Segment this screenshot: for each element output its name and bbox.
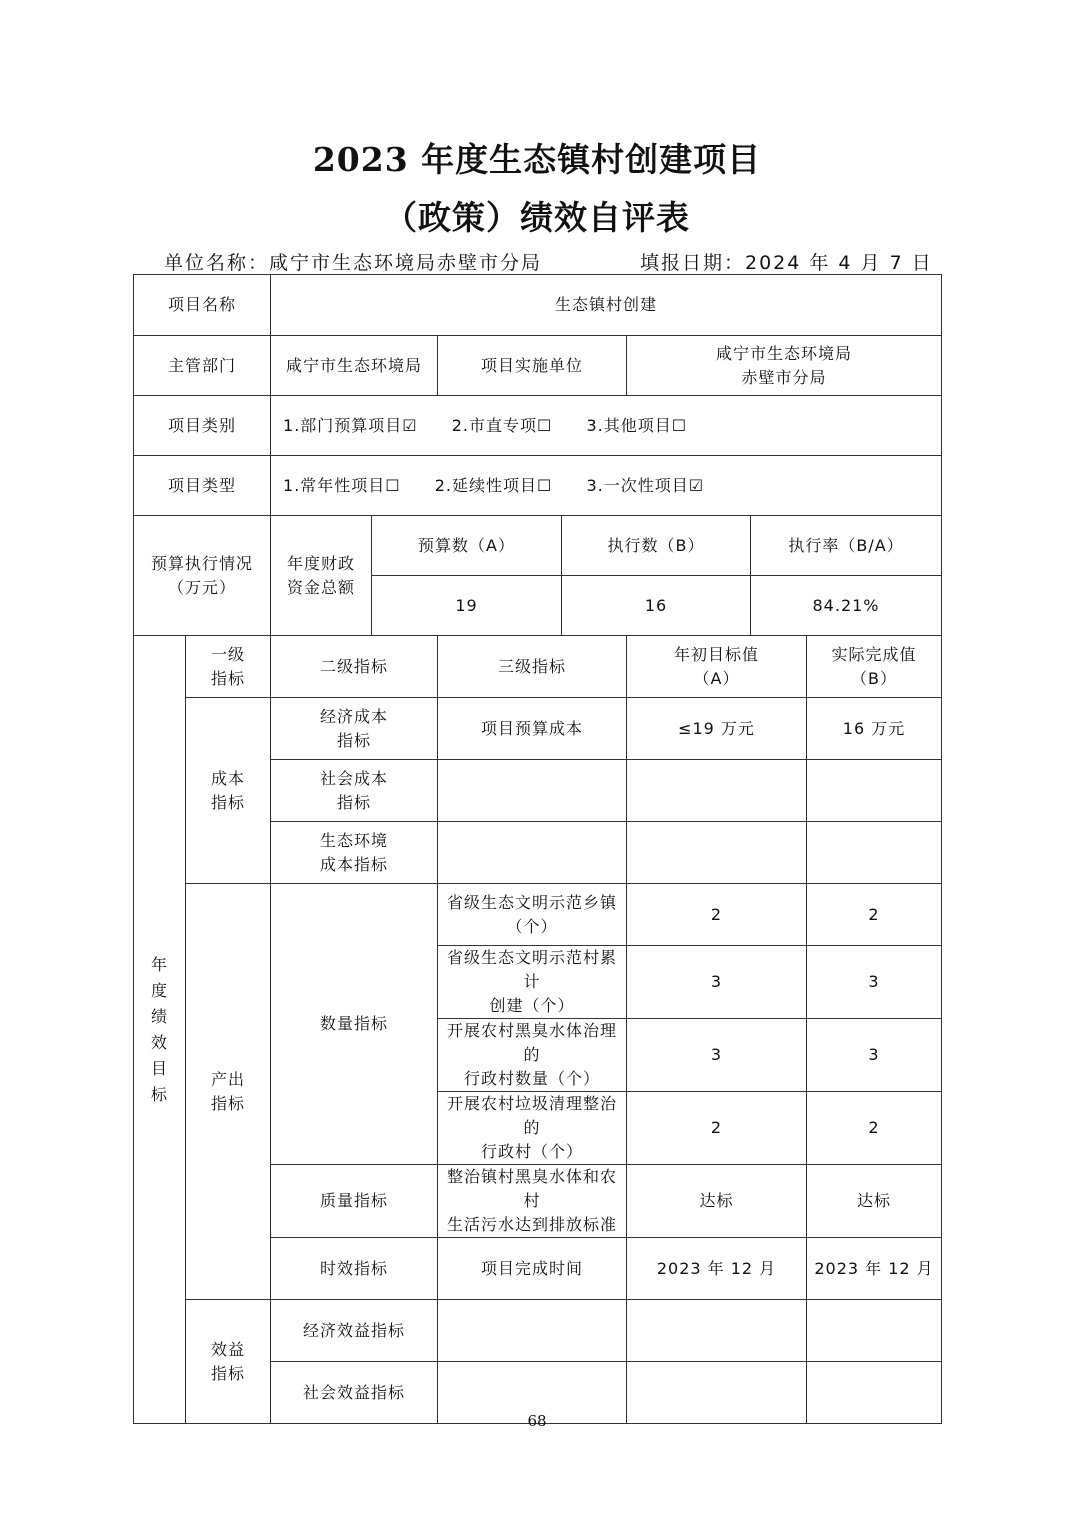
- empty-cell: [807, 1300, 942, 1362]
- title-line-2: （政策）绩效自评表: [384, 198, 690, 237]
- q4-line: 行政村（个）: [481, 1142, 584, 1161]
- social-cost-line: 社会成本: [320, 768, 389, 788]
- category-label: 项目类别: [134, 396, 271, 456]
- impl-line-2: 赤壁市分局: [741, 367, 827, 387]
- q1-line: 省级生态文明示范乡镇: [447, 892, 618, 912]
- benefit-label-line: 效益: [211, 1339, 246, 1359]
- q3-item: [438, 1019, 627, 1092]
- budget-label-line-1: 预算执行情况: [151, 553, 254, 573]
- empty-cell: [438, 1300, 627, 1362]
- row-budget-header: [134, 516, 942, 576]
- type-option-3: 3.一次性项目☑: [586, 475, 705, 495]
- output-label-line: 产出: [211, 1069, 246, 1089]
- empty-cell: [438, 760, 627, 822]
- q4-target: 2: [627, 1092, 807, 1165]
- header-target: [627, 636, 807, 698]
- empty-cell: [627, 760, 807, 822]
- econ-cost-item: 项目预算成本: [438, 698, 627, 760]
- econ-cost-target: ≤19 万元: [627, 698, 807, 760]
- dept-label: 主管部门: [134, 336, 271, 396]
- side-char: 目: [150, 1058, 168, 1078]
- exec-b-value: 16: [562, 576, 751, 636]
- impl-line-1: 咸宁市生态环境局: [716, 343, 853, 363]
- cost-indicators-label: [186, 698, 271, 884]
- evaluation-table: [133, 274, 942, 1424]
- econ-cost-label: [271, 698, 438, 760]
- econ-cost-line: 指标: [337, 730, 372, 750]
- quantity-indicators-label: 数量指标: [271, 884, 438, 1165]
- header-actual: [807, 636, 942, 698]
- type-label: 项目类型: [134, 456, 271, 516]
- header-target-line: 年初目标值: [674, 644, 760, 664]
- empty-cell: [438, 822, 627, 884]
- econ-cost-line: 经济成本: [320, 706, 389, 726]
- q4-actual: 2: [807, 1092, 942, 1165]
- header-actual-line: 实际完成值: [831, 644, 917, 664]
- header-level2: 二级指标: [271, 636, 438, 698]
- quality-line: 生活污水达到排放标准: [447, 1215, 618, 1234]
- category-options: [271, 396, 942, 456]
- q2-target: 3: [627, 946, 807, 1019]
- header-level1-line: 一级: [211, 644, 246, 664]
- q2-line: 省级生态文明示范村累计: [447, 948, 618, 991]
- empty-cell: [807, 760, 942, 822]
- header-actual-line: （B）: [851, 668, 897, 688]
- row-econ-benefit: [134, 1300, 942, 1362]
- row-econ-cost: [134, 698, 942, 760]
- econ-benefit-label: 经济效益指标: [271, 1300, 438, 1362]
- timeliness-actual: 2023 年 12 月: [807, 1238, 942, 1300]
- timeliness-target: 2023 年 12 月: [627, 1238, 807, 1300]
- quality-indicators-label: 质量指标: [271, 1165, 438, 1238]
- q4-item: [438, 1092, 627, 1165]
- row-q1: [134, 884, 942, 946]
- benefit-indicators-label: [186, 1300, 271, 1424]
- title-line-1: 2023 年度生态镇村创建项目: [312, 140, 762, 179]
- fund-label: [271, 516, 372, 636]
- type-options: [271, 456, 942, 516]
- q3-actual: 3: [807, 1019, 942, 1092]
- side-char: 标: [150, 1084, 168, 1104]
- benefit-label-line: 指标: [211, 1363, 246, 1383]
- page-number: 68: [527, 1412, 547, 1430]
- q4-line: 开展农村垃圾清理整治的: [447, 1094, 618, 1137]
- q1-actual: 2: [807, 884, 942, 946]
- quality-target: 达标: [627, 1165, 807, 1238]
- quality-actual: 达标: [807, 1165, 942, 1238]
- budget-label: [134, 516, 271, 636]
- impl-label: 项目实施单位: [438, 336, 627, 396]
- timeliness-item: 项目完成时间: [438, 1238, 627, 1300]
- cost-label-line: 成本: [211, 768, 246, 788]
- empty-cell: [627, 1300, 807, 1362]
- impl-value: [627, 336, 942, 396]
- q3-target: 3: [627, 1019, 807, 1092]
- rate-value: 84.21%: [751, 576, 942, 636]
- type-option-1: 1.常年性项目☐: [283, 475, 401, 495]
- fund-label-line-1: 年度财政: [287, 553, 356, 573]
- row-category: [134, 396, 942, 456]
- header-level1: [186, 636, 271, 698]
- eco-cost-line: 生态环境: [320, 830, 389, 850]
- fill-date: 填报日期：2024 年 4 月 7 日: [640, 252, 933, 274]
- project-name-value: 生态镇村创建: [271, 275, 942, 336]
- q2-actual: 3: [807, 946, 942, 1019]
- rate-label: 执行率（B/A）: [751, 516, 942, 576]
- eco-cost-label: [271, 822, 438, 884]
- annual-goals-label: [134, 636, 186, 1424]
- project-name-label: 项目名称: [134, 275, 271, 336]
- q3-line: 行政村数量（个）: [464, 1069, 601, 1088]
- quality-item: [438, 1165, 627, 1238]
- quality-line: 整治镇村黑臭水体和农村: [447, 1167, 618, 1210]
- category-option-2: 2.市直专项☐: [451, 415, 553, 435]
- budget-a-label: 预算数（A）: [372, 516, 562, 576]
- q1-item: [438, 884, 627, 946]
- side-char: 绩: [150, 1006, 168, 1026]
- q1-line: （个）: [506, 916, 558, 936]
- timeliness-indicators-label: 时效指标: [271, 1238, 438, 1300]
- empty-cell: [807, 822, 942, 884]
- output-indicators-label: [186, 884, 271, 1300]
- budget-a-value: 19: [372, 576, 562, 636]
- side-char: 效: [150, 1032, 168, 1052]
- empty-cell: [627, 822, 807, 884]
- header-target-line: （A）: [693, 668, 740, 688]
- cost-label-line: 指标: [211, 792, 246, 812]
- header-level3: 三级指标: [438, 636, 627, 698]
- social-cost-line: 指标: [337, 792, 372, 812]
- output-label-line: 指标: [211, 1093, 246, 1113]
- side-char: 度: [150, 980, 168, 1000]
- exec-b-label: 执行数（B）: [562, 516, 751, 576]
- row-goals-header: [134, 636, 942, 698]
- unit-name: 单位名称：咸宁市生态环境局赤壁市分局: [164, 252, 543, 274]
- side-char: 年: [150, 954, 168, 974]
- q2-item: [438, 946, 627, 1019]
- q3-line: 开展农村黑臭水体治理的: [447, 1021, 618, 1064]
- row-dept: [134, 336, 942, 396]
- fund-label-line-2: 资金总额: [287, 577, 356, 597]
- category-option-1: 1.部门预算项目☑: [283, 415, 418, 435]
- header-level1-line: 指标: [211, 668, 246, 688]
- row-type: [134, 456, 942, 516]
- social-benefit-label: 社会效益指标: [271, 1362, 438, 1424]
- q2-line: 创建（个）: [489, 996, 575, 1015]
- type-option-2: 2.延续性项目☐: [434, 475, 553, 495]
- budget-label-line-2: （万元）: [168, 577, 237, 597]
- q1-target: 2: [627, 884, 807, 946]
- dept-value: 咸宁市生态环境局: [271, 336, 438, 396]
- row-project-name: [134, 275, 942, 336]
- category-option-3: 3.其他项目☐: [586, 415, 688, 435]
- social-cost-label: [271, 760, 438, 822]
- econ-cost-actual: 16 万元: [807, 698, 942, 760]
- eco-cost-line: 成本指标: [320, 854, 389, 874]
